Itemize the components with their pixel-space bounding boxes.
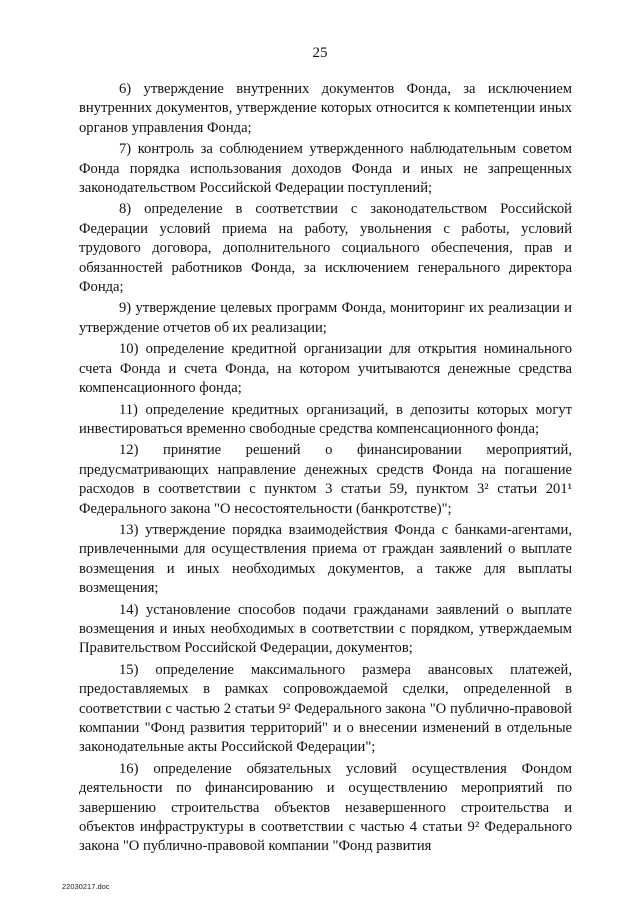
page-number: 25 xyxy=(312,45,328,61)
paragraph-item-12: 12) принятие решений о финансировании мероприятий, предусматривающих направление денежных средств Фонда на погашение расходов в соответствии с пунктом 3 статьи 59, пунктом 3² статьи 201¹ Федерального закона "О несостоятельности (банкротстве)"; xyxy=(79,442,572,517)
paragraph-item-8: 8) определение в соответствии с законодательством Российской Федерации условий приема на работу, увольнения с работы, условий трудового договора, дополнительного социального обеспечения, прав и обязанностей работников Фонда, за исключением генерального директора Фонда; xyxy=(79,201,572,296)
paragraph-item-15: 15) определение максимального размера авансовых платежей, предоставляемых в рамках сопровождаемой сделки, определенной в соответствии с частью 2 статьи 9² Федерального закона "О публично-правовой компании "Фонд развития территорий" и о внесении изменений в отдельные законодательные акты Российской Федерации"; xyxy=(79,661,572,756)
paragraph-item-13: 13) утверждение порядка взаимодействия Фонда с банками-агентами, привлеченными для осуществления приема от граждан заявлений о выплате возмещения и иных необходимых документов, а также для выплаты возмещения; xyxy=(79,521,572,597)
paragraph-item-9: 9) утверждение целевых программ Фонда, мониторинг их реализации и утверждение отчетов об их реализации; xyxy=(79,300,572,336)
document-body xyxy=(79,80,572,859)
paragraph-item-10: 10) определение кредитной организации для открытия номинального счета Фонда и счета Фонда, на котором учитываются денежные средства компенсационного фонда; xyxy=(79,341,572,397)
document-file-code: 22030217.doc xyxy=(62,882,110,891)
paragraph-item-16: 16) определение обязательных условий осуществления Фондом деятельности по финансированию и осуществлению мероприятий по завершению строительства объектов незавершенного строительства и объектов инфраструктуры в соответствии с частью 4 статьи 9² Федерального закона "О публично-правовой компании "Фонд развития xyxy=(79,760,572,855)
paragraph-item-7: 7) контроль за соблюдением утвержденного наблюдательным советом Фонда порядка использования доходов Фонда и иных не запрещенных законодательством Российской Федерации поступлений; xyxy=(79,141,572,197)
paragraph-item-11: 11) определение кредитных организаций, в депозиты которых могут инвестироваться временно свободные средства компенсационного фонда; xyxy=(79,401,572,437)
paragraph-item-6: 6) утверждение внутренних документов Фонда, за исключением внутренних документов, утверждение которых относится к компетенции иных органов управления Фонда; xyxy=(79,81,572,136)
paragraph-item-14: 14) установление способов подачи гражданами заявлений о выплате возмещения и иных необходимых в соответствии с порядком, утверждаемым Правительством Российской Федерации, документов; xyxy=(79,601,572,657)
